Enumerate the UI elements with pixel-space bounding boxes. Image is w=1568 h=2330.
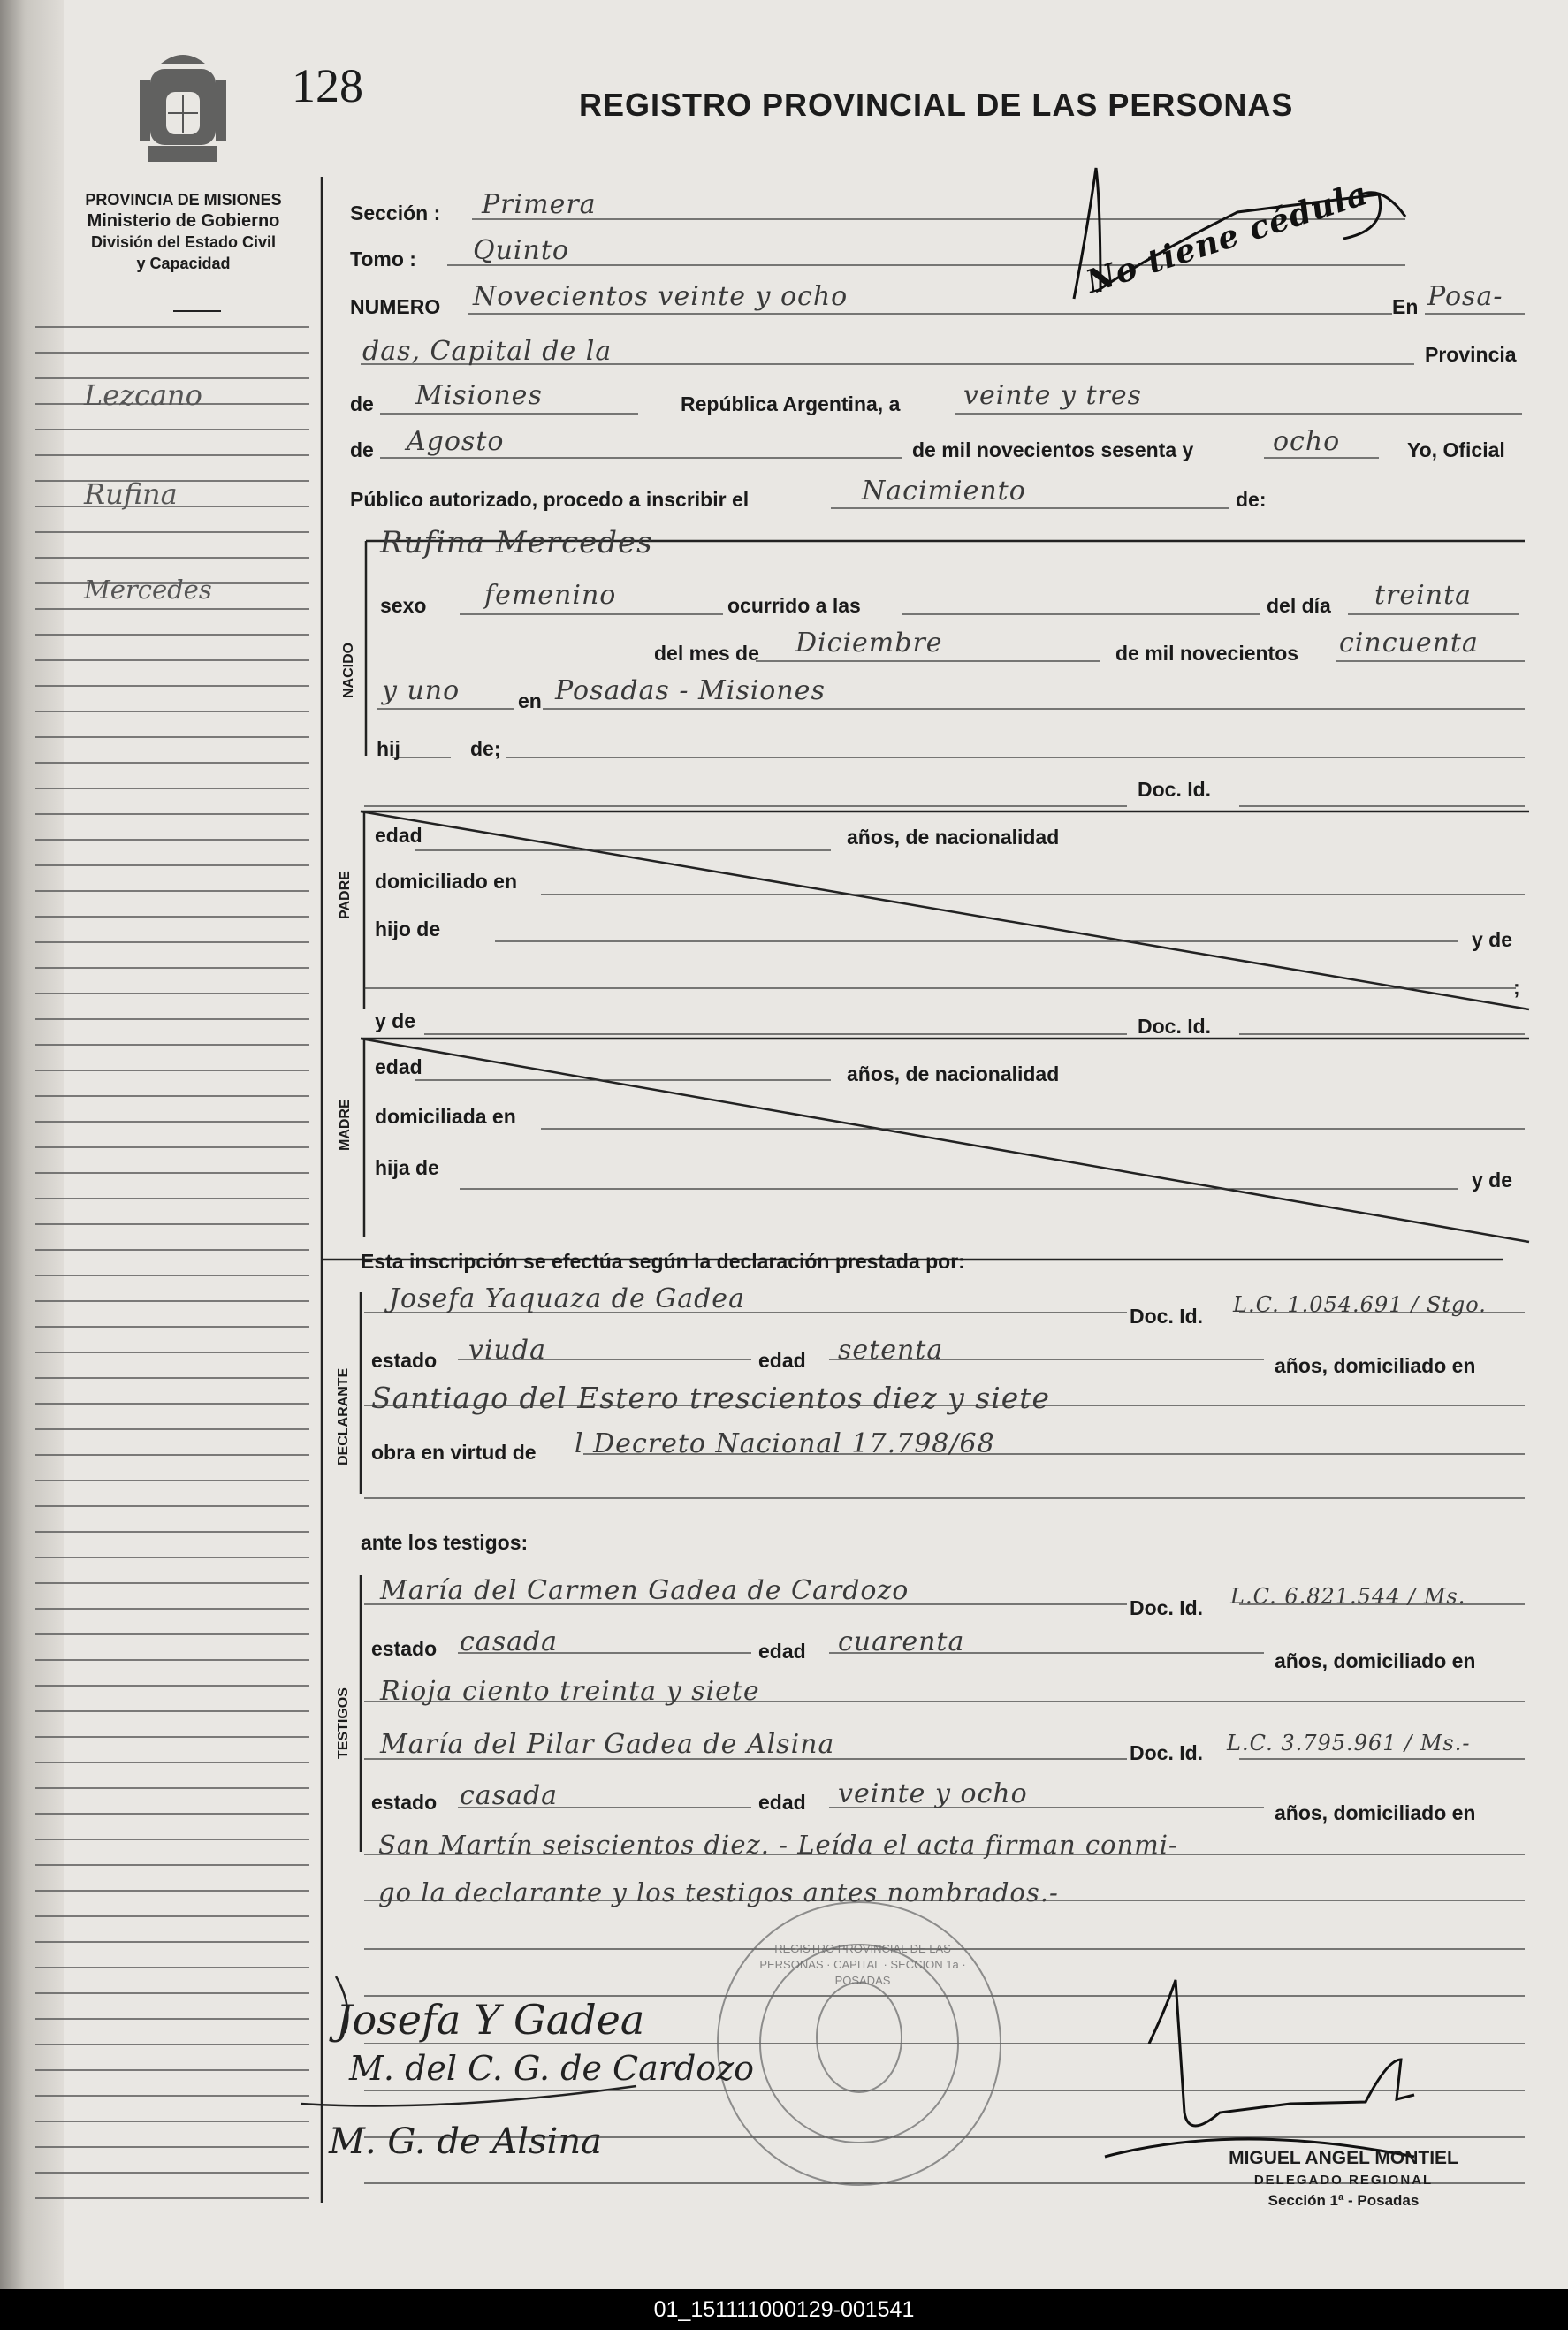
sexo-label: sexo: [380, 594, 427, 617]
seccion-value: Primera: [482, 189, 597, 220]
madre-anios-label: años, de nacionalidad: [847, 1062, 1060, 1085]
tomo-value: Quinto: [473, 235, 569, 266]
declarant-estado-value: viuda: [468, 1335, 546, 1366]
header-division-2: y Capacidad: [136, 255, 231, 272]
declarant-doc-label: Doc. Id.: [1130, 1305, 1204, 1328]
side-label-testigos: TESTIGOS: [336, 1687, 351, 1759]
declarant-name-value: Josefa Yaquaza de Gadea: [389, 1283, 745, 1314]
birth-day-value: treinta: [1374, 580, 1473, 611]
city-line-value: das, Capital de la: [362, 336, 613, 367]
month-value: Agosto: [407, 426, 505, 457]
republica-label: República Argentina, a: [681, 392, 901, 415]
side-label-padre: PADRE: [338, 871, 353, 919]
stamp-ring-text: REGISTRO PROVINCIAL DE LAS PERSONAS · CAPITAL · SECCION 1a · POSADAS: [759, 1942, 966, 1987]
witness-2-edad-value: veinte y ocho: [838, 1778, 1028, 1809]
witness-2-domicilio-value: San Martín seiscientos diez. - Leída el acta firman conmi-: [378, 1830, 1178, 1860]
witness-2-doc-label: Doc. Id.: [1130, 1741, 1204, 1764]
decreto-value: l Decreto Nacional 17.798/68: [575, 1428, 995, 1459]
marginal-annotation: No tiene cédula: [1081, 174, 1373, 301]
birth-year-value-1: cincuenta: [1339, 628, 1479, 659]
de2-label: de: [350, 438, 374, 461]
side-label-madre: MADRE: [338, 1099, 353, 1151]
margin-given-name-1: Rufina: [84, 477, 178, 511]
witness-1-name-value: María del Carmen Gadea de Cardozo: [380, 1575, 910, 1606]
witness-1-estado-value: casada: [460, 1626, 559, 1657]
provincia-label: Provincia: [1425, 343, 1517, 366]
de-colon-label: de:: [1236, 488, 1267, 511]
ante-label: ante los testigos:: [361, 1531, 529, 1554]
witness-2-estado-value: casada: [460, 1780, 559, 1811]
witness-1-anios-label: años, domiciliado en: [1275, 1649, 1476, 1672]
seccion-label: Sección :: [350, 202, 441, 225]
day-value: veinte y tres: [963, 380, 1142, 411]
de-semi-label: de;: [470, 737, 501, 760]
header-province: PROVINCIA DE MISIONES: [85, 191, 282, 209]
header-ministry: Ministerio de Gobierno: [87, 211, 280, 231]
official-name: MIGUEL ANGEL MONTIEL: [1229, 2148, 1458, 2168]
del-dia-label: del día: [1267, 594, 1331, 617]
official-role: DELEGADO REGIONAL: [1253, 2173, 1434, 2188]
declarant-estado-label: estado: [371, 1349, 438, 1372]
year-suffix-value: ocho: [1273, 426, 1341, 457]
child-name-value: Rufina Mercedes: [380, 525, 653, 560]
declarant-edad-value: setenta: [838, 1335, 944, 1366]
en-label: En: [1392, 295, 1419, 318]
padre-domicilio-label: domiciliado en: [375, 870, 518, 893]
witness-1-doc-label: Doc. Id.: [1130, 1596, 1204, 1619]
witness-2-name-value: María del Pilar Gadea de Alsina: [380, 1729, 835, 1760]
mil-novecientos-label: de mil novecientos: [1115, 642, 1299, 665]
madre-y-de-label: y de: [375, 1009, 416, 1032]
province-value: Misiones: [415, 380, 543, 411]
declarant-domicilio-value: Santiago del Estero trescientos diez y siete: [371, 1381, 1051, 1415]
padre-semicolon: ;: [1513, 976, 1520, 999]
padre-anios-label: años, de nacionalidad: [847, 826, 1060, 849]
margin-given-name-2: Mercedes: [84, 575, 212, 605]
issuer-header: [35, 189, 331, 274]
witness-2-estado-label: estado: [371, 1791, 438, 1814]
madre-hija-label: hija de: [375, 1156, 439, 1179]
declarant-doc-value: L.C. 1.054.691 / Stgo.: [1233, 1292, 1487, 1317]
obra-label: obra en virtud de: [371, 1441, 537, 1464]
tomo-label: Tomo :: [350, 247, 416, 270]
witness-1-signature: M. del C. G. de Cardozo: [349, 2049, 755, 2088]
madre-doc-label: Doc. Id.: [1138, 1015, 1212, 1038]
birth-place-value: Posadas - Misiones: [555, 675, 826, 706]
yo-oficial-label: Yo, Oficial: [1407, 438, 1505, 461]
numero-value: Novecientos veinte y ocho: [473, 281, 849, 312]
page-title: REGISTRO PROVINCIAL DE LAS PERSONAS: [579, 87, 1294, 123]
header-division: División del Estado Civil: [90, 233, 277, 251]
de-label: de: [350, 392, 374, 415]
ocurrido-label: ocurrido a las: [727, 594, 861, 617]
en2-label: en: [518, 689, 542, 712]
madre-domicilio-label: domiciliada en: [375, 1105, 516, 1128]
padre-doc-label: Doc. Id.: [1138, 778, 1212, 801]
witness-1-estado-label: estado: [371, 1637, 438, 1660]
footer-id: 01_151111000129-001541: [653, 2297, 915, 2322]
footer-band: [0, 2289, 1568, 2330]
birth-month-value: Diciembre: [795, 628, 943, 659]
madre-y-de-label-2: y de: [1472, 1169, 1513, 1192]
witness-1-edad-label: edad: [758, 1640, 806, 1663]
birth-year-value-2: y uno: [382, 675, 461, 706]
witness-2-anios-label: años, domiciliado en: [1275, 1801, 1476, 1824]
numero-label: NUMERO: [350, 295, 441, 318]
padre-y-de-label: y de: [1472, 928, 1513, 951]
official-section: Sección 1ª - Posadas: [1267, 2192, 1420, 2209]
declarant-signature: Josefa Y Gadea: [336, 1996, 645, 2044]
act-type-value: Nacimiento: [862, 476, 1026, 506]
del-mes-label: del mes de: [654, 642, 759, 665]
padre-edad-label: edad: [375, 824, 422, 847]
witness-1-doc-value: L.C. 6.821.544 / Ms.: [1230, 1584, 1466, 1609]
witness-1-edad-value: cuarenta: [838, 1626, 965, 1657]
side-label-nacido: NACIDO: [341, 642, 356, 698]
declarant-edad-label: edad: [758, 1349, 806, 1372]
closing-text: go la declarante y los testigos antes nombrados.-: [378, 1877, 1059, 1907]
publico-label: Público autorizado, procedo a inscribir el: [350, 488, 750, 511]
witness-2-doc-value: L.C. 3.795.961 / Ms.-: [1227, 1731, 1471, 1755]
sex-value: femenino: [484, 580, 617, 611]
padre-hijo-label: hijo de: [375, 918, 441, 940]
hij-label: hij: [377, 737, 400, 760]
page-number: 128: [292, 59, 363, 112]
witness-1-domicilio-value: Rioja ciento treinta y siete: [380, 1676, 760, 1707]
madre-edad-label: edad: [375, 1055, 422, 1078]
inscripcion-label: Esta inscripción se efectúa según la declaración prestada por:: [361, 1250, 965, 1273]
mil-sesenta-label: de mil novecientos sesenta y: [912, 438, 1194, 461]
witness-2-edad-label: edad: [758, 1791, 806, 1814]
side-label-declarante: DECLARANTE: [336, 1367, 351, 1466]
en-city-value: Posa-: [1427, 281, 1503, 312]
margin-surname: Lezcano: [84, 378, 202, 412]
witness-2-signature: M. G. de Alsina: [329, 2121, 602, 2162]
declarant-anios-label: años, domiciliado en: [1275, 1354, 1476, 1377]
